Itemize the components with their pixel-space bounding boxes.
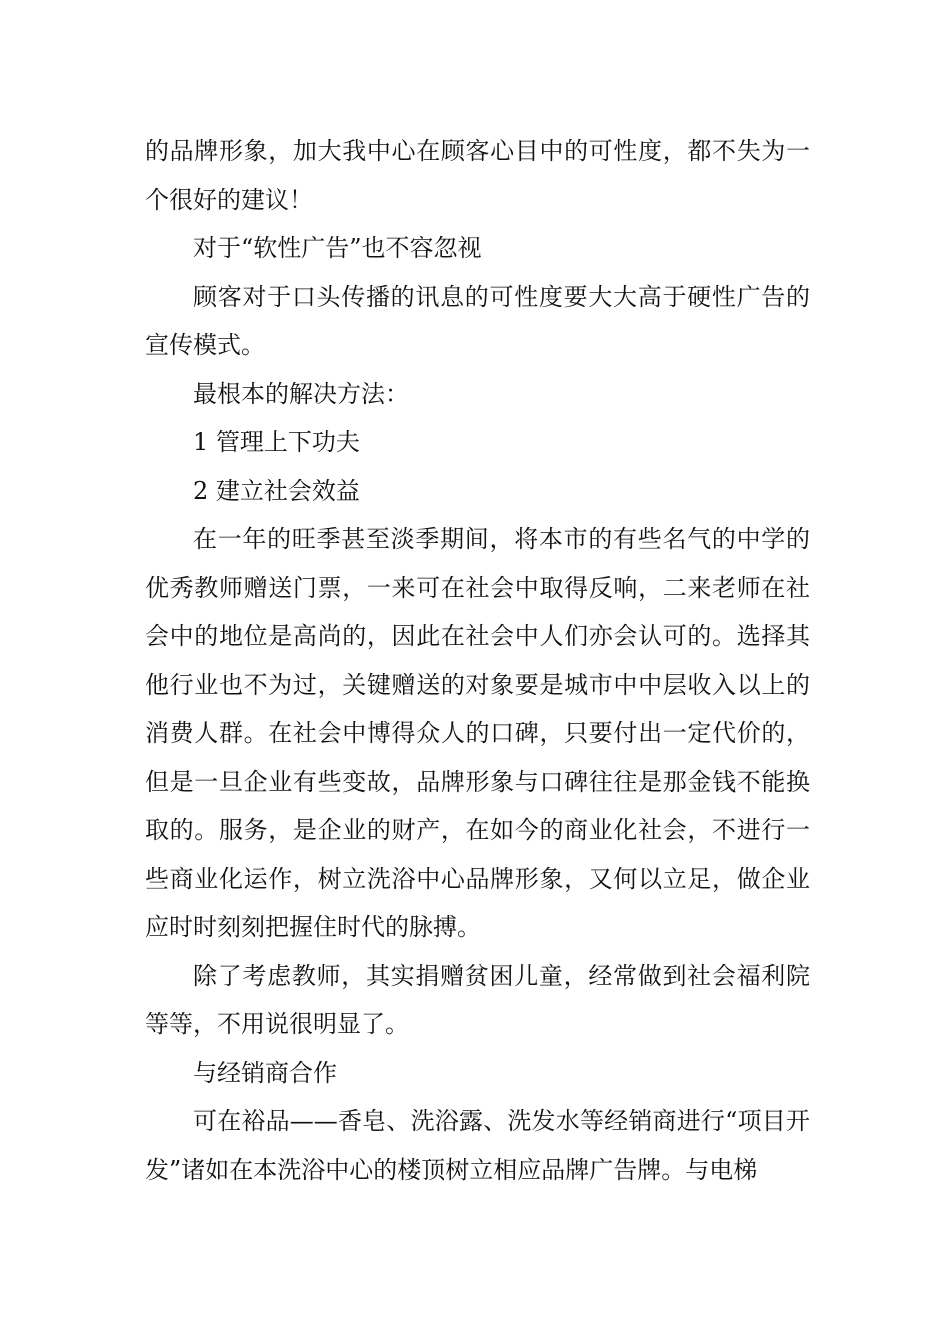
document-body [145,127,810,1194]
list-item-management: 1 管理上下功夫 [193,428,360,456]
paragraph-word-of-mouth: 顾客对于口头传播的讯息的可性度要大大高于硬性广告的宣传模式。 [145,282,810,359]
paragraph-teacher-tickets: 在一年的旺季甚至淡季期间，将本市的有些名气的中学的优秀教师赠送门票，一来可在社会中取得反响，二来老师在社会中的地位是高尚的，因此在社会中人们亦会认可的。选择其他行业也不为过，关键赠送的对象要是城市中中层收入以上的消费人群。在社会中博得众人的口碑，只要付出一定代价的，但是一旦企业有些变故，品牌形象与口碑往往是那金钱不能换取的。服务，是企业的财产，在如今的商业化社会，不进行一些商业化运作，树立洗浴中心品牌形象，又何以立足，做企业应时时刻刻把握住时代的脉搏。 [145,525,810,941]
heading-fundamental-solution: 最根本的解决方法： [193,379,409,408]
paragraph-charity: 除了考虑教师，其实捐赠贫困儿童，经常做到社会福利院等等，不用说很明显了。 [145,961,810,1038]
heading-dealer-cooperation: 与经销商合作 [193,1058,337,1087]
list-item-social-benefit: 2 建立社会效益 [193,476,360,505]
heading-soft-advertising: 对于“软性广告”也不容忽视 [193,234,482,262]
paragraph-brand-image: 的品牌形象，加大我中心在顾客心目中的可性度，都不失为一个很好的建议！ [145,137,810,214]
paragraph-project-development: 可在裕品——香皂、洗浴露、洗发水等经销商进行“项目开发”诸如在本洗浴中心的楼顶树立相应品牌广告牌。与电梯 [145,1107,810,1184]
